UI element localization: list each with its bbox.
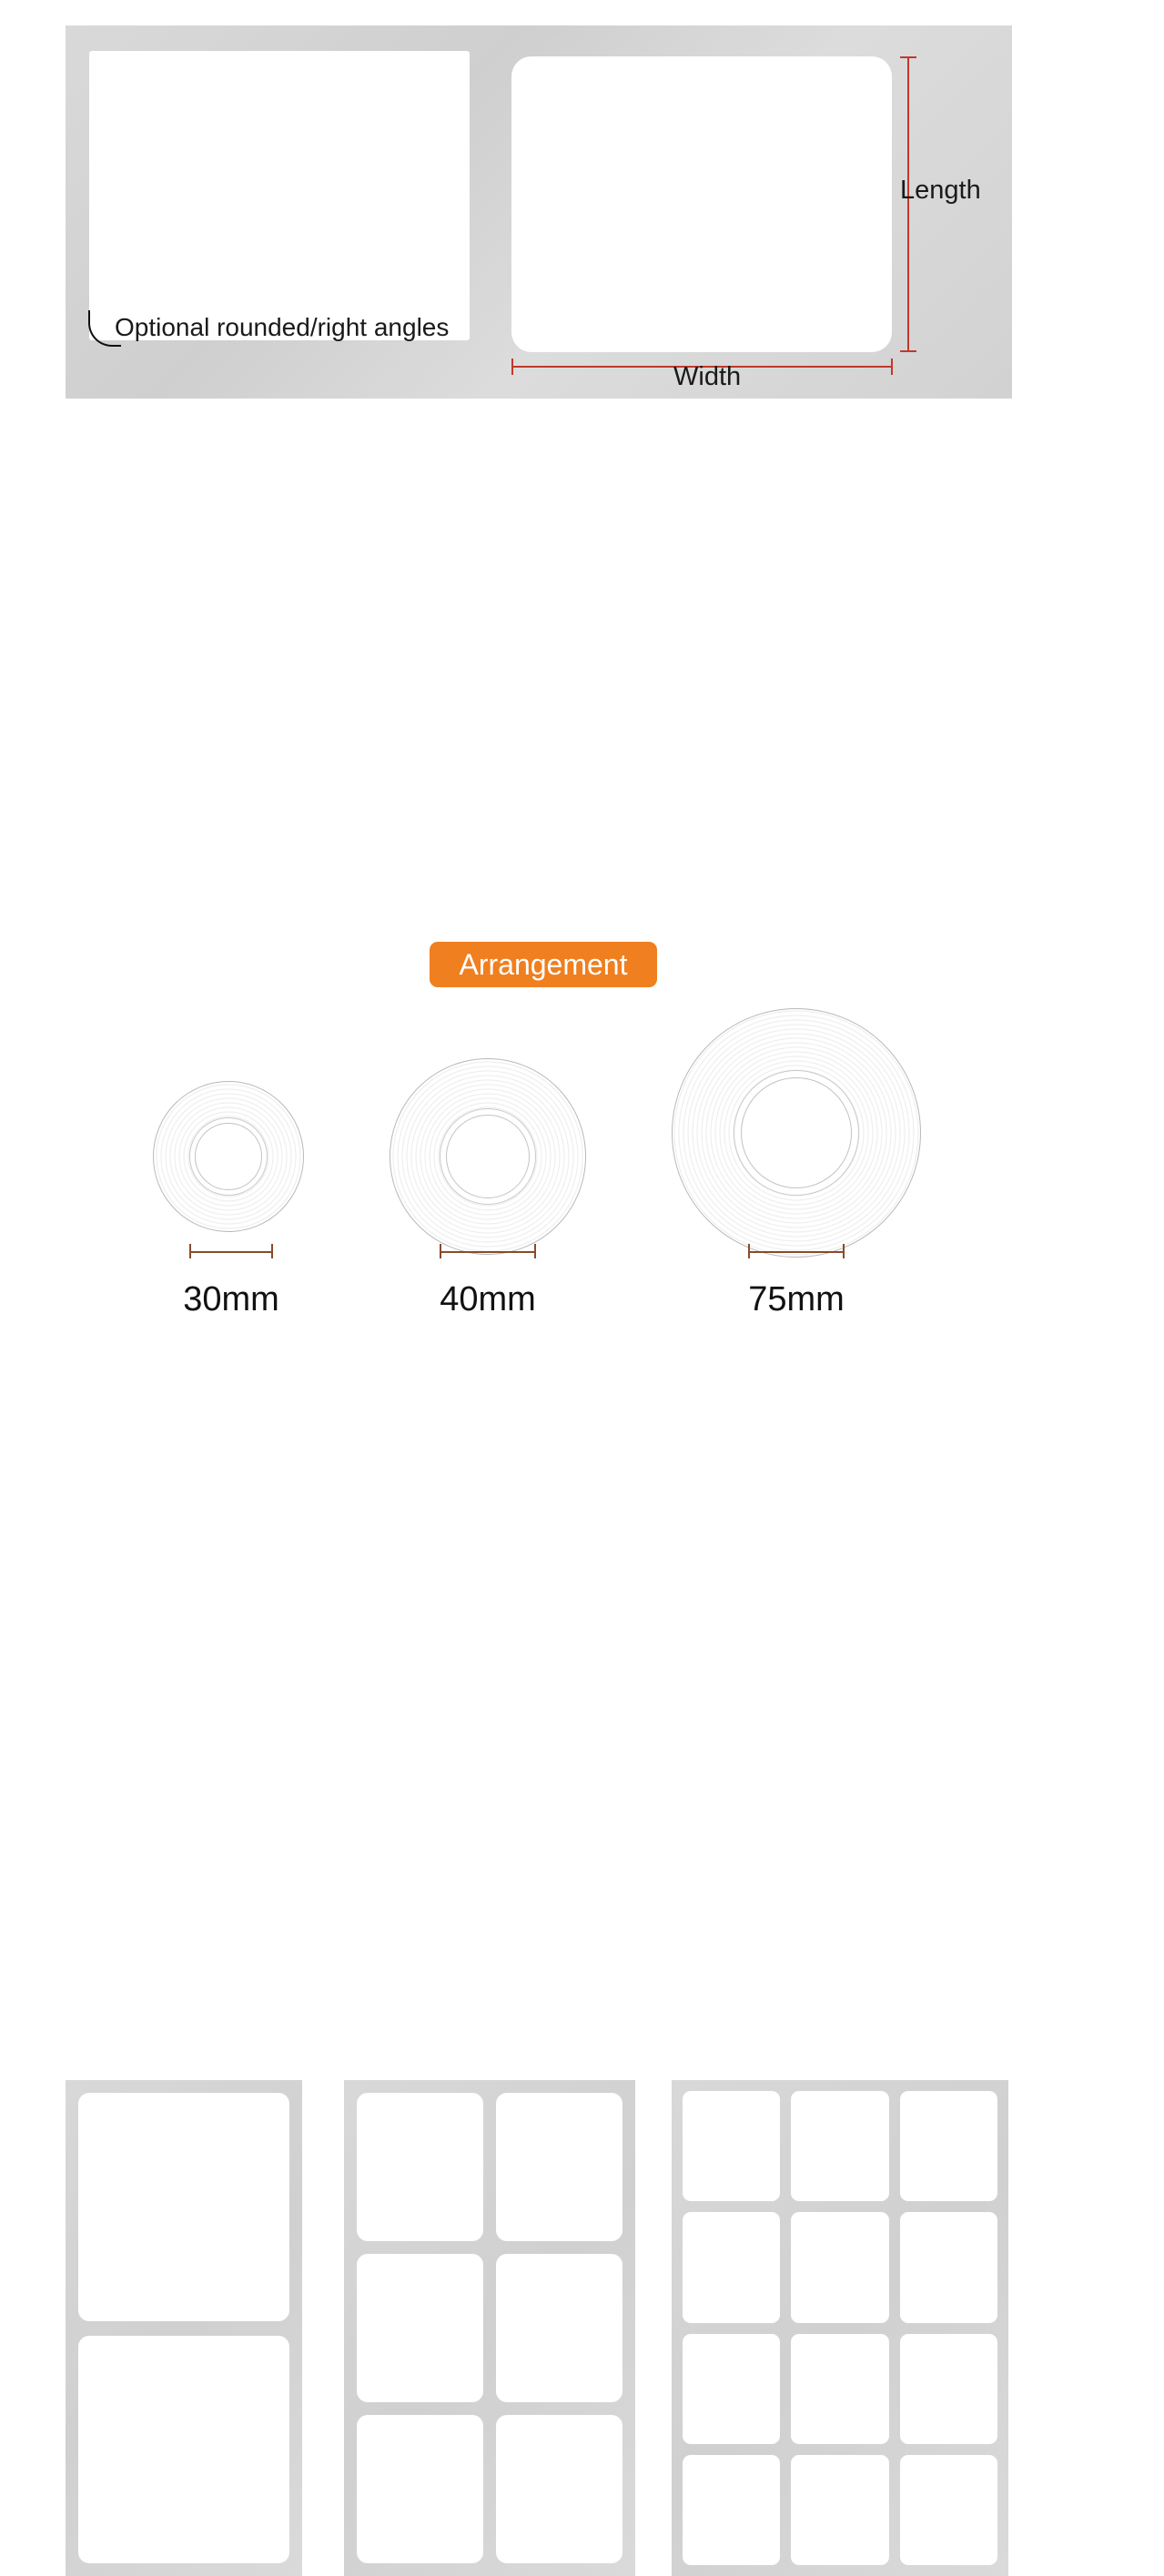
roll-core-caption: 75mm (748, 1280, 845, 1318)
arrangement-label-cell (900, 2091, 997, 2201)
width-dimension-cap-right (891, 359, 893, 375)
arrangement-label-cell (357, 2415, 483, 2563)
length-dimension-cap-top (900, 56, 916, 58)
arrangement-label-cell (683, 2334, 780, 2444)
arrangement-label-cell (791, 2212, 888, 2322)
length-dimension-cap-bottom (900, 350, 916, 352)
roll-core-caption: 40mm (440, 1280, 536, 1318)
arrangement-label-cell (683, 2212, 780, 2322)
arrangement-label-cell (683, 2091, 780, 2201)
arrangement-label-cell (78, 2093, 289, 2321)
arrangement-label-cell (496, 2254, 622, 2402)
arrangement-label-cell (791, 2334, 888, 2444)
arrangement-label-cell (900, 2334, 997, 2444)
arrangement-grid (66, 2080, 302, 2576)
length-label: Length (900, 176, 981, 205)
arrangement-badge: Arrangement (430, 942, 657, 987)
arrangement-sheet-three-across (672, 2080, 1008, 2576)
arrangement-label-cell (357, 2093, 483, 2241)
arrangement-label-cell (496, 2093, 622, 2241)
width-label: Width (673, 362, 742, 391)
arrangement-label-cell (683, 2455, 780, 2565)
arrangement-label-cell (357, 2254, 483, 2402)
arrangement-label-cell (900, 2212, 997, 2322)
width-dimension-cap-left (511, 359, 513, 375)
arrangement-label-cell (496, 2415, 622, 2563)
corner-note-text: Optional rounded/right angles (115, 313, 450, 341)
arrangement-grid (344, 2080, 635, 2576)
roll-core-caption: 30mm (183, 1280, 279, 1318)
label-right-angle-sample (89, 51, 470, 340)
arrangement-label-cell (900, 2455, 997, 2565)
arrangement-diagram (0, 1037, 1164, 1550)
arrangement-label-cell (791, 2091, 888, 2201)
arrangement-label-cell (78, 2336, 289, 2564)
label-rounded-corner-sample (511, 56, 892, 352)
arrangement-label-cell (791, 2455, 888, 2565)
arrangement-grid (672, 2080, 1008, 2576)
label-sheet-diagram (0, 0, 1164, 428)
arrangement-sheet-two-across (344, 2080, 635, 2576)
arrangement-sheet-one-across (66, 2080, 302, 2576)
